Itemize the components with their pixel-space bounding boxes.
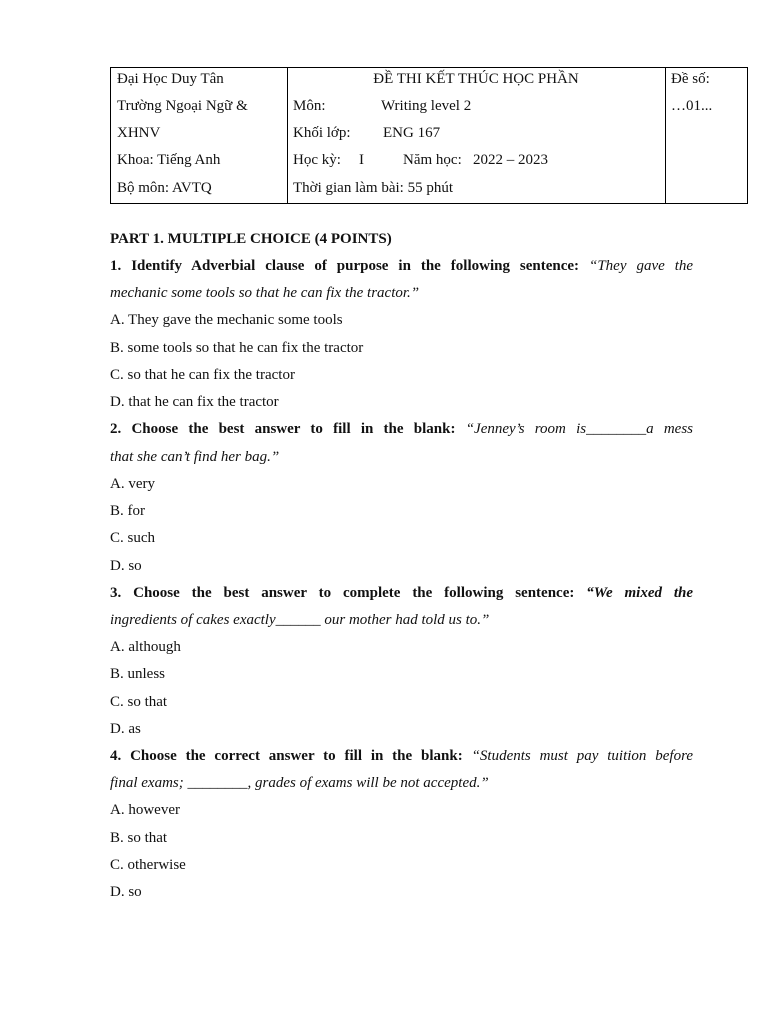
question-4-text: 4. Choose the correct answer to fill in the blank: (110, 748, 463, 764)
header-exam-number-cell (665, 68, 747, 203)
question-4-option-d[interactable]: D. so (110, 884, 142, 900)
question-4-option-a[interactable]: A. however (110, 802, 180, 818)
duration-text: Thời gian làm bài: 55 phút (293, 180, 453, 196)
question-1-text: 1. Identify Adverbial clause of purpose in the following sentence: (110, 258, 580, 274)
question-2-option-a[interactable]: A. very (110, 476, 155, 492)
question-1-sentence-end: mechanic some tools so that he can fix the tractor.” (110, 285, 420, 301)
question-2-option-c[interactable]: C. such (110, 530, 155, 546)
question-1-option-a[interactable]: A. They gave the mechanic some tools (110, 312, 343, 328)
subject-label: Môn: (293, 98, 326, 114)
question-4-prompt (110, 746, 693, 766)
question-3-sentence-start: “We mixed the (586, 585, 694, 601)
exam-title: ĐỀ THI KẾT THÚC HỌC PHẦN (373, 71, 579, 87)
semester-value: I (359, 152, 364, 168)
department-name: Bộ môn: AVTQ (117, 180, 212, 196)
question-4-sentence-start: “Students must pay tuition before (471, 748, 694, 764)
question-2-text: 2. Choose the best answer to fill in the blank: (110, 421, 456, 437)
question-3-option-a[interactable]: A. although (110, 639, 181, 655)
question-4-option-b[interactable]: B. so that (110, 830, 168, 846)
question-3-option-b[interactable]: B. unless (110, 666, 166, 682)
question-1-option-b[interactable]: B. some tools so that he can fix the tractor (110, 340, 364, 356)
question-2-option-b[interactable]: B. for (110, 503, 145, 519)
class-label: Khối lớp: (293, 125, 351, 141)
exam-number-label: Đề số: (671, 71, 710, 87)
question-4-sentence-end: final exams; ________, grades of exams will be not accepted.” (110, 775, 489, 791)
part-title: PART 1. MULTIPLE CHOICE (4 POINTS) (110, 231, 392, 247)
question-3-text: 3. Choose the best answer to complete the following sentence: (110, 585, 575, 601)
class-value: ENG 167 (383, 125, 441, 141)
university-name: Đại Học Duy Tân (117, 71, 224, 87)
school-name-line1: Trường Ngoại Ngữ & (117, 98, 248, 114)
question-2-option-d[interactable]: D. so (110, 558, 142, 574)
exam-number-value: …01... (671, 98, 713, 114)
header-exam-info-cell (287, 68, 666, 203)
question-1-option-c[interactable]: C. so that he can fix the tractor (110, 367, 295, 383)
school-name-line2: XHNV (117, 125, 161, 141)
subject-value: Writing level 2 (381, 98, 472, 114)
question-1-sentence-start: “They gave the (589, 258, 694, 274)
question-3-prompt (110, 583, 693, 603)
question-1-option-d[interactable]: D. that he can fix the tractor (110, 394, 279, 410)
semester-label: Học kỳ: (293, 152, 341, 168)
question-1-prompt (110, 256, 693, 276)
question-2-sentence-end: that she can’t find her bag.” (110, 449, 280, 465)
question-2-sentence-start: “Jenney’s room is________a mess (465, 421, 693, 437)
question-3-option-c[interactable]: C. so that (110, 694, 168, 710)
question-3-sentence-end: ingredients of cakes exactly______ our mother had told us to.” (110, 612, 490, 628)
question-3-option-d[interactable]: D. as (110, 721, 141, 737)
question-4-option-c[interactable]: C. otherwise (110, 857, 186, 873)
exam-header-table (110, 67, 748, 204)
header-school-cell (111, 68, 288, 203)
year-label: Năm học: (403, 152, 462, 168)
year-value: 2022 – 2023 (473, 152, 548, 168)
faculty-name: Khoa: Tiếng Anh (117, 152, 221, 168)
question-2-prompt (110, 419, 693, 439)
